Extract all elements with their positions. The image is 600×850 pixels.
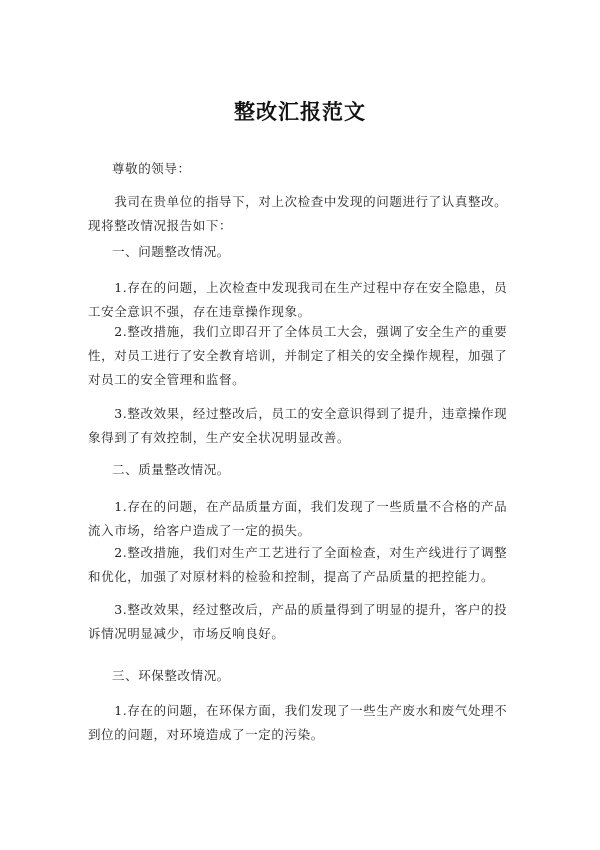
section-heading-3: 三、环保整改情况。 (112, 668, 230, 683)
intro-paragraph: 我司在贵单位的指导下，对上次检查中发现的问题进行了认真整改。现将整改情况报告如下： (88, 194, 508, 233)
section-2-item-3: 3.整改效果，经过整改后，产品的质量得到了明显的提升，客户的投诉情况明显减少，市场反响良好。 (88, 602, 508, 641)
section-heading-1: 一、问题整改情况。 (112, 244, 230, 259)
section-1-item-1: 1.存在的问题，上次检查中发现我司在生产过程中存在安全隐患，员工安全意识不强，存在违章操作现象。 (88, 280, 508, 319)
page-title: 整改汇报范文 (234, 99, 366, 124)
section-3-item-1: 1.存在的问题，在环保方面，我们发现了一些生产废水和废气处理不到位的问题，对环境造成了一定的污染。 (88, 703, 508, 742)
section-1-item-3: 3.整改效果，经过整改后，员工的安全意识得到了提升，违章操作现象得到了有效控制，生产安全状况明显改善。 (88, 406, 508, 445)
section-1-item-2: 2.整改措施，我们立即召开了全体员工大会，强调了安全生产的重要性，对员工进行了安全教育培训，并制定了相关的安全操作规程，加强了对员工的安全管理和监督。 (88, 324, 508, 387)
greeting: 尊敬的领导： (112, 161, 191, 176)
section-2-item-2: 2.整改措施，我们对生产工艺进行了全面检查，对生产线进行了调整和优化，加强了对原材料的检验和控制，提高了产品质量的把控能力。 (88, 545, 508, 584)
section-heading-2: 二、质量整改情况。 (112, 462, 230, 477)
section-2-item-1: 1.存在的问题，在产品质量方面，我们发现了一些质量不合格的产品流入市场，给客户造成了一定的损失。 (88, 499, 508, 538)
